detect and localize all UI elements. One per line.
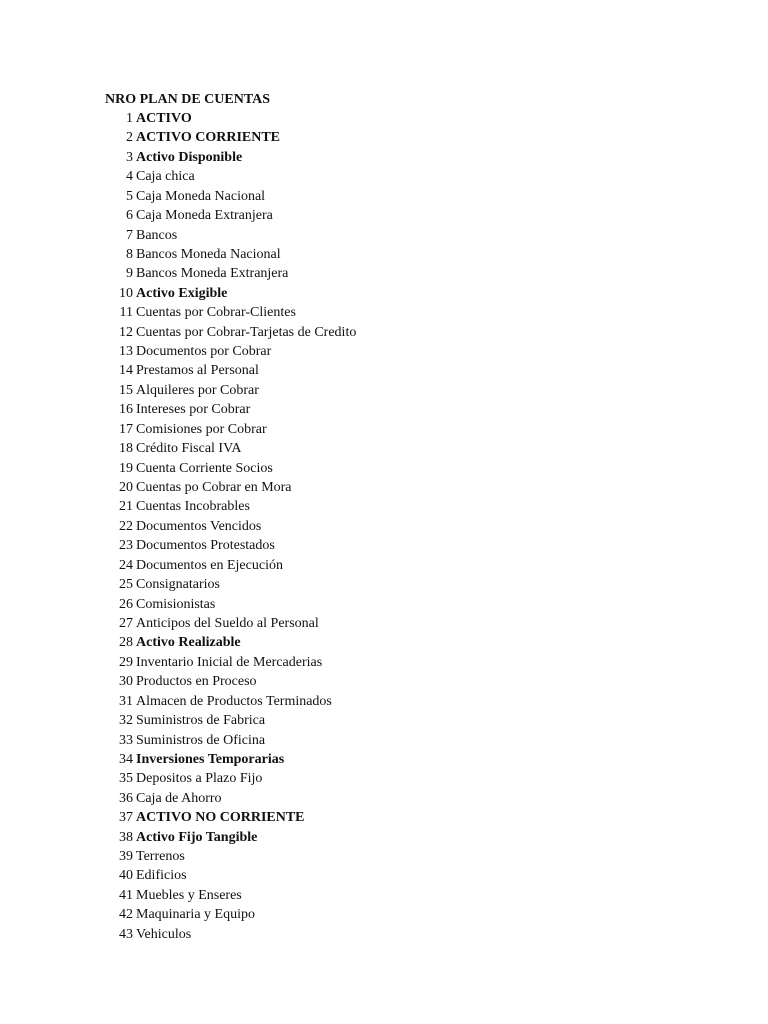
account-row: [104, 711, 356, 730]
account-row: [104, 497, 356, 516]
account-row: [104, 925, 356, 944]
account-number: 39: [119, 849, 133, 865]
account-row: [104, 808, 356, 827]
account-name: Documentos en Ejecución: [136, 557, 283, 573]
account-row: [104, 633, 356, 652]
account-number: 21: [119, 499, 133, 515]
account-row: [104, 245, 356, 264]
account-number: 30: [119, 674, 133, 690]
account-number: 28: [119, 635, 133, 651]
account-name: Inversiones Temporarias: [136, 751, 285, 767]
account-row: [104, 595, 356, 614]
account-row: [104, 692, 356, 711]
account-name: Cuentas po Cobrar en Mora: [136, 480, 292, 496]
account-name: Caja Moneda Extranjera: [136, 208, 273, 224]
account-number: 16: [119, 402, 133, 418]
account-name: Suministros de Oficina: [136, 732, 266, 748]
account-row: [104, 789, 356, 808]
account-number: 31: [119, 693, 133, 709]
account-row: [104, 109, 356, 128]
account-number: 22: [119, 518, 133, 534]
account-row: [104, 847, 356, 866]
account-number: 41: [119, 887, 133, 903]
account-number: 17: [119, 421, 133, 437]
account-name: Vehiculos: [136, 926, 192, 942]
account-row: [104, 361, 356, 380]
account-row: [104, 575, 356, 594]
account-number: 8: [126, 246, 133, 262]
account-name: Intereses por Cobrar: [136, 402, 251, 418]
account-number: 6: [126, 208, 133, 224]
account-name: Terrenos: [136, 849, 185, 865]
account-row: [104, 459, 356, 478]
account-name: Activo Fijo Tangible: [136, 829, 258, 845]
account-row: [104, 284, 356, 303]
account-number: 42: [119, 907, 133, 923]
account-number: 38: [119, 829, 133, 845]
account-number: 40: [119, 868, 133, 884]
account-number: 19: [119, 460, 133, 476]
account-row: [104, 381, 356, 400]
account-name: Cuentas por Cobrar-Clientes: [136, 305, 296, 321]
account-number: 1: [126, 111, 133, 126]
account-name: Bancos Moneda Extranjera: [136, 266, 289, 282]
account-row: [104, 303, 356, 322]
account-row: [104, 517, 356, 536]
account-number: 12: [119, 324, 133, 340]
account-number: 4: [126, 169, 133, 185]
account-name: ACTIVO NO CORRIENTE: [136, 810, 305, 826]
account-row: [104, 478, 356, 497]
account-row: [104, 886, 356, 905]
account-name: Activo Exigible: [136, 285, 228, 301]
account-number: 2: [126, 130, 133, 146]
account-row: [104, 400, 356, 419]
account-name: Documentos Vencidos: [136, 518, 262, 534]
account-name: Suministros de Fabrica: [136, 713, 266, 729]
account-name: Activo Disponible: [136, 149, 243, 165]
account-number: 33: [119, 732, 133, 748]
column-header-nro: NRO: [105, 92, 137, 107]
account-number: 25: [119, 577, 133, 593]
account-row: [104, 731, 356, 750]
account-name: Caja chica: [136, 169, 195, 185]
account-name: ACTIVO: [136, 111, 192, 126]
account-row: [104, 556, 356, 575]
account-name: Documentos por Cobrar: [136, 344, 272, 360]
account-number: 10: [119, 285, 133, 301]
account-row: [104, 905, 356, 924]
account-row: [104, 420, 356, 439]
account-number: 14: [119, 363, 133, 379]
account-number: 43: [119, 926, 133, 942]
account-number: 34: [119, 751, 133, 767]
table-header: [105, 90, 270, 109]
account-row: [104, 828, 356, 847]
account-name: Alquileres por Cobrar: [136, 382, 259, 398]
account-number: 9: [126, 266, 133, 282]
account-name: Inventario Inicial de Mercaderias: [136, 654, 323, 670]
account-row: [104, 439, 356, 458]
account-name: Cuentas Incobrables: [136, 499, 250, 515]
account-row: [104, 614, 356, 633]
account-row: [104, 536, 356, 555]
account-name: Muebles y Enseres: [136, 887, 242, 903]
account-name: Cuentas por Cobrar-Tarjetas de Credito: [136, 324, 357, 340]
account-row: [104, 672, 356, 691]
account-row: [104, 264, 356, 283]
account-row: [104, 206, 356, 225]
account-name: Caja Moneda Nacional: [136, 188, 266, 204]
account-name: Comisionistas: [136, 596, 216, 612]
account-row: [104, 167, 356, 186]
account-number: 24: [119, 557, 133, 573]
account-row: [104, 750, 356, 769]
account-number: 23: [119, 538, 133, 554]
account-number: 15: [119, 382, 133, 398]
account-number: 20: [119, 480, 133, 496]
account-name: Activo Realizable: [136, 635, 241, 651]
account-name: Comisiones por Cobrar: [136, 421, 267, 437]
account-number: 36: [119, 790, 133, 806]
account-row: [104, 323, 356, 342]
account-row: [104, 187, 356, 206]
account-name: Maquinaria y Equipo: [136, 907, 255, 923]
account-name: Crédito Fiscal IVA: [136, 441, 242, 457]
account-list: [104, 109, 356, 944]
account-number: 11: [119, 305, 133, 321]
column-header-plan-de-cuentas: PLAN DE CUENTAS: [139, 92, 271, 107]
account-number: 18: [119, 441, 133, 457]
account-number: 29: [119, 654, 133, 670]
account-number: 13: [119, 344, 133, 360]
account-name: Bancos Moneda Nacional: [136, 246, 281, 262]
account-name: Edificios: [136, 868, 187, 884]
account-number: 3: [126, 149, 133, 165]
account-row: [104, 128, 356, 147]
account-number: 27: [119, 615, 133, 631]
account-name: Anticipos del Sueldo al Personal: [136, 615, 319, 631]
account-number: 7: [126, 227, 133, 243]
account-row: [104, 866, 356, 885]
account-name: Prestamos al Personal: [136, 363, 259, 379]
account-row: [104, 769, 356, 788]
account-row: [104, 342, 356, 361]
account-row: [104, 148, 356, 167]
account-name: Cuenta Corriente Socios: [136, 460, 273, 476]
account-number: 35: [119, 771, 133, 787]
account-number: 32: [119, 713, 133, 729]
account-name: ACTIVO CORRIENTE: [136, 130, 281, 146]
account-number: 5: [126, 188, 133, 204]
account-name: Almacen de Productos Terminados: [136, 693, 332, 709]
account-name: Productos en Proceso: [136, 674, 257, 690]
account-row: [104, 653, 356, 672]
account-name: Caja de Ahorro: [136, 790, 222, 806]
account-name: Documentos Protestados: [136, 538, 275, 554]
account-number: 37: [119, 810, 133, 826]
account-name: Consignatarios: [136, 577, 220, 593]
account-name: Bancos: [136, 227, 178, 243]
account-number: 26: [119, 596, 133, 612]
account-row: [104, 226, 356, 245]
account-name: Depositos a Plazo Fijo: [136, 771, 263, 787]
